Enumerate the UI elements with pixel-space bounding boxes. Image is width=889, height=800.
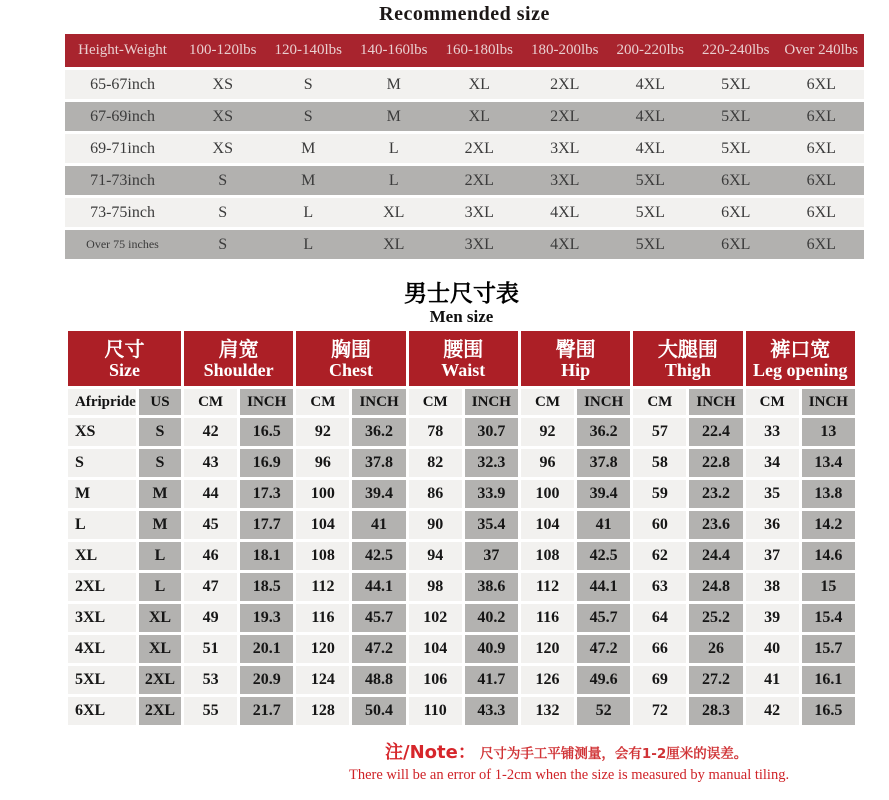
men-group-header: [409, 331, 518, 386]
men-measure-cell: 16.5: [802, 697, 855, 725]
rec-size-cell: L: [266, 230, 352, 259]
men-measure-cell: 58: [633, 449, 686, 477]
men-group-label-zh: 腰围: [443, 337, 484, 362]
men-measure-cell: 42.5: [352, 542, 405, 570]
men-measure-cell: 24.4: [689, 542, 742, 570]
men-group-header: [296, 331, 405, 386]
men-row-size-label: L: [68, 511, 136, 539]
rec-size-cell: 4XL: [522, 230, 608, 259]
men-group-label-zh: 尺寸: [104, 337, 145, 362]
men-measure-cell: 42: [184, 418, 237, 446]
men-measure-cell: 46: [184, 542, 237, 570]
men-measure-cell: 22.4: [689, 418, 742, 446]
rec-size-cell: 5XL: [693, 102, 779, 131]
men-measure-cell: 43: [184, 449, 237, 477]
men-measure-cell: 19.3: [240, 604, 293, 632]
men-measure-cell: 35.4: [465, 511, 518, 539]
rec-size-cell: S: [180, 230, 266, 259]
men-measure-cell: 15.4: [802, 604, 855, 632]
rec-size-cell: S: [266, 70, 352, 99]
men-subheader-brand: Afripride: [68, 389, 136, 415]
men-measure-cell: 59: [633, 480, 686, 508]
rec-size-cell: 2XL: [437, 166, 523, 195]
men-measure-cell: 27.2: [689, 666, 742, 694]
men-table-row: [68, 449, 855, 477]
men-measure-cell: 53: [184, 666, 237, 694]
men-size-title-en: Men size: [429, 307, 494, 327]
rec-size-cell: M: [351, 70, 437, 99]
rec-row-height-label: 73-75inch: [65, 198, 180, 227]
rec-size-cell: 6XL: [779, 166, 865, 195]
note-line-1: [349, 738, 889, 764]
men-row-size-label: XL: [68, 542, 136, 570]
men-subheader-unit: CM: [746, 389, 799, 415]
men-group-label-zh: 胸围: [330, 337, 371, 362]
men-measure-cell: 57: [633, 418, 686, 446]
men-measure-cell: 37: [746, 542, 799, 570]
rec-header-weight-range: Over 240lbs: [779, 34, 865, 67]
men-measure-cell: 104: [409, 635, 462, 663]
men-measure-cell: 47.2: [577, 635, 630, 663]
rec-size-cell: 3XL: [437, 230, 523, 259]
rec-header-weight-range: 220-240lbs: [693, 34, 779, 67]
men-measure-cell: 66: [633, 635, 686, 663]
men-measure-cell: 23.2: [689, 480, 742, 508]
men-measure-cell: 96: [521, 449, 574, 477]
men-size-subheader-row: [68, 389, 855, 415]
rec-table-row: [65, 134, 864, 163]
men-measure-cell: 48.8: [352, 666, 405, 694]
rec-size-cell: L: [351, 166, 437, 195]
men-measure-cell: 42.5: [577, 542, 630, 570]
rec-size-cell: 2XL: [437, 134, 523, 163]
men-table-row: [68, 635, 855, 663]
men-group-label-zh: 裤口宽: [770, 337, 831, 362]
men-measure-cell: 44: [184, 480, 237, 508]
rec-size-cell: XL: [437, 102, 523, 131]
men-measure-cell: 24.8: [689, 573, 742, 601]
men-measure-cell: 63: [633, 573, 686, 601]
men-table-row: [68, 511, 855, 539]
men-group-label-zh: 臀围: [555, 337, 596, 362]
men-measure-cell: 124: [296, 666, 349, 694]
men-measure-cell: 51: [184, 635, 237, 663]
recommended-header-row: [65, 34, 864, 67]
note-text-en: There will be an error of 1-2cm when the size is measured by manual tiling.: [349, 767, 790, 784]
men-subheader-unit: CM: [296, 389, 349, 415]
men-measure-cell: 45.7: [352, 604, 405, 632]
men-measure-cell: 15.7: [802, 635, 855, 663]
men-measure-cell: 82: [409, 449, 462, 477]
men-measure-cell: S: [139, 449, 181, 477]
men-measure-cell: 60: [633, 511, 686, 539]
men-group-header: [633, 331, 742, 386]
men-measure-cell: 132: [521, 697, 574, 725]
rec-size-cell: 6XL: [693, 198, 779, 227]
men-measure-cell: 52: [577, 697, 630, 725]
rec-size-cell: XL: [351, 198, 437, 227]
men-table-row: [68, 480, 855, 508]
note: [349, 738, 889, 784]
rec-row-height-label: 69-71inch: [65, 134, 180, 163]
rec-header-weight-range: 140-160lbs: [351, 34, 437, 67]
men-group-label-en: Size: [109, 360, 140, 381]
men-row-size-label: 6XL: [68, 697, 136, 725]
men-measure-cell: 41: [352, 511, 405, 539]
men-group-header: [68, 331, 181, 386]
rec-size-cell: L: [351, 134, 437, 163]
men-measure-cell: 33: [746, 418, 799, 446]
men-measure-cell: 94: [409, 542, 462, 570]
men-subheader-unit: INCH: [577, 389, 630, 415]
men-measure-cell: 15: [802, 573, 855, 601]
note-text-zh: 尺寸为手工平铺测量，会有1-2厘米的误差。: [479, 746, 748, 763]
rec-size-cell: S: [180, 198, 266, 227]
men-measure-cell: 43.3: [465, 697, 518, 725]
men-measure-cell: 38.6: [465, 573, 518, 601]
men-measure-cell: 120: [521, 635, 574, 663]
men-row-size-label: XS: [68, 418, 136, 446]
men-table-row: [68, 542, 855, 570]
men-subheader-unit: INCH: [352, 389, 405, 415]
men-measure-cell: M: [139, 511, 181, 539]
men-subheader-unit: INCH: [689, 389, 742, 415]
men-measure-cell: 102: [409, 604, 462, 632]
rec-table-row: [65, 230, 864, 259]
men-subheader-unit: INCH: [240, 389, 293, 415]
men-measure-cell: 2XL: [139, 666, 181, 694]
men-measure-cell: 14.2: [802, 511, 855, 539]
men-measure-cell: 50.4: [352, 697, 405, 725]
men-measure-cell: 96: [296, 449, 349, 477]
rec-size-cell: XL: [351, 230, 437, 259]
men-group-label-en: Leg opening: [753, 360, 848, 381]
men-measure-cell: L: [139, 542, 181, 570]
men-measure-cell: 49: [184, 604, 237, 632]
rec-size-cell: 5XL: [608, 230, 694, 259]
men-group-header: [746, 331, 855, 386]
men-measure-cell: 21.7: [240, 697, 293, 725]
rec-size-cell: M: [266, 134, 352, 163]
men-measure-cell: 42: [746, 697, 799, 725]
men-measure-cell: 16.1: [802, 666, 855, 694]
rec-row-height-label: 65-67inch: [65, 70, 180, 99]
men-row-size-label: 2XL: [68, 573, 136, 601]
men-measure-cell: 126: [521, 666, 574, 694]
rec-size-cell: 4XL: [522, 198, 608, 227]
men-group-label-en: Waist: [441, 360, 486, 381]
men-row-size-label: M: [68, 480, 136, 508]
men-measure-cell: 37: [465, 542, 518, 570]
rec-size-cell: 4XL: [608, 70, 694, 99]
men-measure-cell: 17.7: [240, 511, 293, 539]
men-row-size-label: S: [68, 449, 136, 477]
men-measure-cell: 37.8: [352, 449, 405, 477]
men-measure-cell: 44.1: [577, 573, 630, 601]
men-measure-cell: 90: [409, 511, 462, 539]
men-group-label-en: Shoulder: [203, 360, 274, 381]
men-group-label-en: Hip: [561, 360, 591, 381]
men-table-row: [68, 604, 855, 632]
men-measure-cell: 39.4: [352, 480, 405, 508]
men-measure-cell: 41: [746, 666, 799, 694]
men-subheader-unit: INCH: [802, 389, 855, 415]
men-table-row: [68, 573, 855, 601]
rec-size-cell: XS: [180, 102, 266, 131]
men-measure-cell: 100: [521, 480, 574, 508]
rec-table-row: [65, 70, 864, 99]
men-measure-cell: 47: [184, 573, 237, 601]
rec-size-cell: XS: [180, 134, 266, 163]
rec-size-cell: 2XL: [522, 102, 608, 131]
men-measure-cell: 36.2: [352, 418, 405, 446]
rec-size-cell: 4XL: [608, 102, 694, 131]
men-row-size-label: 3XL: [68, 604, 136, 632]
rec-header-weight-range: 160-180lbs: [437, 34, 523, 67]
rec-size-cell: XS: [180, 70, 266, 99]
men-measure-cell: 55: [184, 697, 237, 725]
men-measure-cell: 39.4: [577, 480, 630, 508]
men-measure-cell: 26: [689, 635, 742, 663]
men-measure-cell: 28.3: [689, 697, 742, 725]
rec-size-cell: S: [180, 166, 266, 195]
men-measure-cell: 100: [296, 480, 349, 508]
rec-size-cell: 3XL: [437, 198, 523, 227]
men-group-label-en: Thigh: [664, 360, 711, 381]
men-measure-cell: 20.1: [240, 635, 293, 663]
rec-size-cell: XL: [437, 70, 523, 99]
men-measure-cell: 36: [746, 511, 799, 539]
men-measure-cell: 25.2: [689, 604, 742, 632]
men-measure-cell: 41.7: [465, 666, 518, 694]
men-size-title-zh: 男士尺寸表: [404, 281, 519, 307]
men-measure-cell: 92: [296, 418, 349, 446]
recommended-size-title: Recommended size: [379, 3, 550, 25]
note-prefix: 注/Note：: [385, 742, 476, 764]
men-measure-cell: 62: [633, 542, 686, 570]
men-measure-cell: 13: [802, 418, 855, 446]
rec-size-cell: 4XL: [608, 134, 694, 163]
men-measure-cell: 20.9: [240, 666, 293, 694]
men-measure-cell: 112: [296, 573, 349, 601]
rec-size-cell: 2XL: [522, 70, 608, 99]
size-chart-page: [0, 3, 889, 800]
men-measure-cell: XL: [139, 604, 181, 632]
men-measure-cell: 22.8: [689, 449, 742, 477]
men-measure-cell: 18.1: [240, 542, 293, 570]
men-measure-cell: 92: [521, 418, 574, 446]
rec-size-cell: M: [351, 102, 437, 131]
rec-size-cell: 6XL: [779, 134, 865, 163]
rec-header-weight-range: 200-220lbs: [608, 34, 694, 67]
men-measure-cell: 39: [746, 604, 799, 632]
men-measure-cell: 14.6: [802, 542, 855, 570]
men-measure-cell: 41: [577, 511, 630, 539]
men-group-header: [521, 331, 630, 386]
men-measure-cell: 36.2: [577, 418, 630, 446]
men-group-header: [184, 331, 293, 386]
rec-size-cell: 5XL: [608, 166, 694, 195]
rec-size-cell: 6XL: [779, 70, 865, 99]
men-measure-cell: 120: [296, 635, 349, 663]
men-measure-cell: S: [139, 418, 181, 446]
men-measure-cell: 69: [633, 666, 686, 694]
rec-row-height-label: 67-69inch: [65, 102, 180, 131]
men-size-group-header-row: [68, 331, 855, 386]
men-measure-cell: 40: [746, 635, 799, 663]
rec-size-cell: 5XL: [608, 198, 694, 227]
men-measure-cell: 45: [184, 511, 237, 539]
recommended-size-table: [65, 31, 864, 262]
rec-size-cell: L: [266, 198, 352, 227]
rec-table-row: [65, 198, 864, 227]
men-subheader-unit: CM: [184, 389, 237, 415]
men-measure-cell: 104: [521, 511, 574, 539]
rec-table-row: [65, 166, 864, 195]
men-measure-cell: 38: [746, 573, 799, 601]
men-measure-cell: 106: [409, 666, 462, 694]
men-measure-cell: M: [139, 480, 181, 508]
men-table-row: [68, 666, 855, 694]
men-measure-cell: 18.5: [240, 573, 293, 601]
men-measure-cell: 86: [409, 480, 462, 508]
men-measure-cell: 64: [633, 604, 686, 632]
men-measure-cell: 23.6: [689, 511, 742, 539]
men-measure-cell: 112: [521, 573, 574, 601]
rec-header-height-weight: Height-Weight: [65, 34, 180, 67]
men-subheader-unit: CM: [521, 389, 574, 415]
rec-size-cell: 6XL: [779, 198, 865, 227]
men-measure-cell: 108: [521, 542, 574, 570]
men-measure-cell: 34: [746, 449, 799, 477]
rec-size-cell: 5XL: [693, 70, 779, 99]
men-measure-cell: 108: [296, 542, 349, 570]
men-group-label-zh: 肩宽: [218, 337, 259, 362]
men-measure-cell: L: [139, 573, 181, 601]
rec-size-cell: S: [266, 102, 352, 131]
men-measure-cell: XL: [139, 635, 181, 663]
men-row-size-label: 5XL: [68, 666, 136, 694]
men-group-label-zh: 大腿围: [657, 337, 718, 362]
men-measure-cell: 32.3: [465, 449, 518, 477]
rec-header-weight-range: 180-200lbs: [522, 34, 608, 67]
rec-size-cell: 6XL: [693, 230, 779, 259]
men-measure-cell: 35: [746, 480, 799, 508]
men-measure-cell: 72: [633, 697, 686, 725]
men-measure-cell: 45.7: [577, 604, 630, 632]
men-table-row: [68, 697, 855, 725]
men-measure-cell: 13.8: [802, 480, 855, 508]
men-table-row: [68, 418, 855, 446]
rec-header-weight-range: 120-140lbs: [266, 34, 352, 67]
rec-row-height-label: Over 75 inches: [65, 230, 180, 259]
rec-size-cell: 3XL: [522, 166, 608, 195]
rec-size-cell: 3XL: [522, 134, 608, 163]
rec-size-cell: 5XL: [693, 134, 779, 163]
men-measure-cell: 40.9: [465, 635, 518, 663]
rec-header-weight-range: 100-120lbs: [180, 34, 266, 67]
men-measure-cell: 78: [409, 418, 462, 446]
rec-size-cell: 6XL: [779, 230, 865, 259]
men-measure-cell: 47.2: [352, 635, 405, 663]
men-measure-cell: 16.9: [240, 449, 293, 477]
men-measure-cell: 44.1: [352, 573, 405, 601]
men-subheader-unit: CM: [409, 389, 462, 415]
rec-size-cell: 6XL: [779, 102, 865, 131]
men-measure-cell: 110: [409, 697, 462, 725]
men-subheader-unit: INCH: [465, 389, 518, 415]
men-measure-cell: 116: [521, 604, 574, 632]
men-measure-cell: 37.8: [577, 449, 630, 477]
rec-row-height-label: 71-73inch: [65, 166, 180, 195]
men-group-label-en: Chest: [328, 360, 373, 381]
men-measure-cell: 17.3: [240, 480, 293, 508]
men-measure-cell: 40.2: [465, 604, 518, 632]
men-subheader-unit: CM: [633, 389, 686, 415]
men-measure-cell: 116: [296, 604, 349, 632]
rec-size-cell: 6XL: [693, 166, 779, 195]
men-measure-cell: 2XL: [139, 697, 181, 725]
men-measure-cell: 104: [296, 511, 349, 539]
men-subheader-us: US: [139, 389, 181, 415]
men-measure-cell: 16.5: [240, 418, 293, 446]
rec-table-row: [65, 102, 864, 131]
men-measure-cell: 49.6: [577, 666, 630, 694]
men-measure-cell: 33.9: [465, 480, 518, 508]
men-row-size-label: 4XL: [68, 635, 136, 663]
men-measure-cell: 13.4: [802, 449, 855, 477]
men-size-table: [65, 328, 858, 728]
men-measure-cell: 30.7: [465, 418, 518, 446]
men-measure-cell: 98: [409, 573, 462, 601]
men-measure-cell: 128: [296, 697, 349, 725]
rec-size-cell: M: [266, 166, 352, 195]
